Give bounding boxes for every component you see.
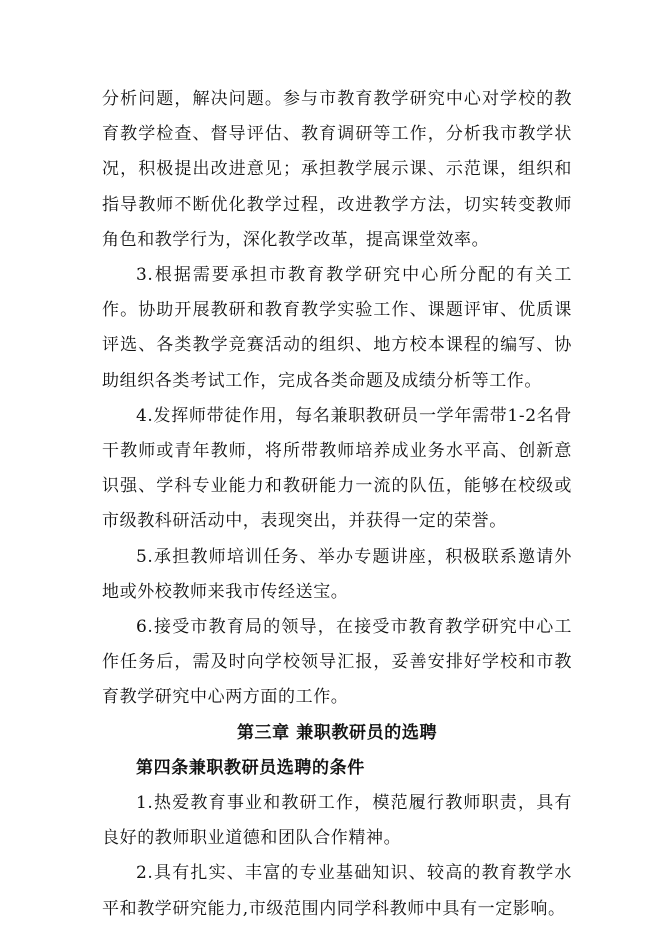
- document-body: [102, 82, 572, 927]
- paragraph-item-3: 3.根据需要承担市教育教学研究中心所分配的有关工作。协助开展教研和教育教学实验工作、课题评审、优质课评选、各类教学竞赛活动的组织、地方校本课程的编写、协助组织各类考试工作，完成各类命题及成绩分析等工作。: [102, 265, 572, 391]
- paragraph-item-6: 6.接受市教育局的领导，在接受市教育教学研究中心工作任务后，需及时向学校领导汇报，妥善安排好学校和市教育教学研究中心两方面的工作。: [102, 617, 572, 708]
- condition-item-2: 2.具有扎实、丰富的专业基础知识、较高的教育教学水平和教学研究能力,市级范围内同学科教师中具有一定影响。: [102, 863, 572, 919]
- paragraph-item-5: 5.承担教师培训任务、举办专题讲座，积极联系邀请外地或外校教师来我市传经送宝。: [102, 546, 572, 602]
- paragraph-continuation: 分析问题，解决问题。参与市教育教学研究中心对学校的教育教学检查、督导评估、教育调研等工作，分析我市教学状况，积极提出改进意见；承担教学展示课、示范课，组织和指导教师不断优化教学过程，改进教学方法，切实转变教师角色和教学行为，深化教学改革，提高课堂效率。: [102, 89, 572, 250]
- paragraph-item-4: 4.发挥师带徒作用，每名兼职教研员一学年需带1-2名骨干教师或青年教师，将所带教师培养成业务水平高、创新意识强、学科专业能力和教研能力一流的队伍，能够在校级或市级教科研活动中，表现突出，并获得一定的荣誉。: [102, 405, 572, 532]
- chapter-heading: 第三章 兼职教研员的选聘: [236, 722, 438, 743]
- condition-item-1: 1.热爱教育事业和教研工作，模范履行教师职责，具有良好的教师职业道德和团队合作精神。: [102, 793, 572, 849]
- article-heading: 第四条兼职教研员选聘的条件: [136, 757, 365, 778]
